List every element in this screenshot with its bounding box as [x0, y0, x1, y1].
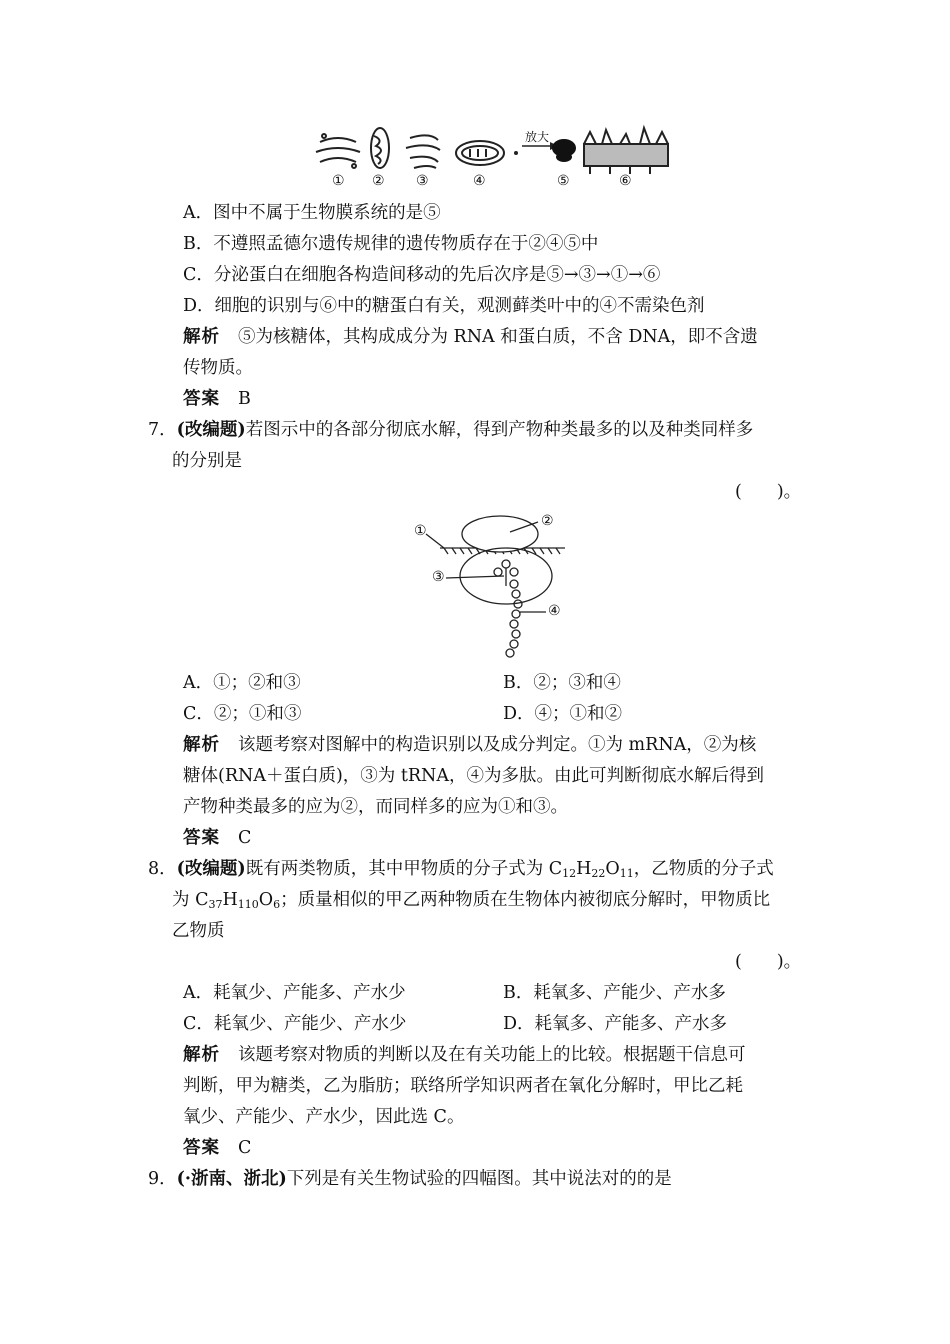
q8-option-c: C．耗氧少、产能少、产水少: [183, 1014, 407, 1034]
membrane-drawing: [584, 128, 668, 174]
figure-label-2: ②: [372, 173, 385, 189]
q8-option-b: B．耗氧多、产能少、产水多: [503, 983, 726, 1003]
q7-analysis-label: 解析: [183, 735, 220, 755]
q6-answer-label: 答案: [183, 389, 220, 409]
q7-stem-line-2: 的分别是: [172, 451, 242, 471]
q6-analysis-line-1: [183, 325, 758, 349]
q7-answer-blank: ( )。: [735, 482, 802, 502]
q7-number: 7．: [148, 420, 177, 440]
q8-formula1-o: O: [605, 859, 620, 879]
q7-option-a: A．①；②和③: [183, 673, 301, 693]
figure-label-6: ⑥: [619, 173, 632, 189]
q8-answer-label: 答案: [183, 1138, 220, 1158]
q8-formula1-h-sub: 22: [591, 867, 606, 880]
q7-option-d: D．④；①和②: [503, 704, 623, 724]
q6-option-d: D．细胞的识别与⑥中的糖蛋白有关，观测藓类叶中的④不需染色剂: [183, 296, 705, 316]
q8-stem-line-1: [148, 857, 774, 881]
ribosome-drawing: [552, 139, 576, 162]
q7-analysis-text-1: 该题考察对图解中的构造识别以及成分判定。①为 mRNA，②为核: [238, 735, 757, 755]
q8-answer: [183, 1136, 251, 1160]
er-drawing: [406, 135, 440, 168]
q7-answer-value: C: [238, 828, 252, 848]
q8-stem-text-2a: 为 C: [172, 890, 209, 910]
q8-stem-text-1a: 既有两类物质，其中甲物质的分子式为 C: [245, 859, 563, 879]
golgi-drawing: [316, 134, 360, 168]
q8-formula2-h: H: [222, 890, 238, 910]
figure-label-5: ⑤: [557, 173, 570, 189]
q8-formula2-o-sub: 6: [273, 898, 281, 911]
q8-stem-line-2: [172, 888, 770, 912]
q8-tag: (改编题): [176, 859, 246, 879]
q8-formula1-c-sub: 12: [562, 867, 577, 880]
q9-tag: (·浙南、浙北): [176, 1169, 287, 1189]
q6-option-b: B．不遵照孟德尔遗传规律的遗传物质存在于②④⑤中: [183, 234, 599, 254]
q7-analysis-line-3: 产物种类最多的应为②，而同样多的应为①和③。: [183, 797, 568, 817]
q6-answer: [183, 387, 251, 411]
q6-analysis-line-2: 传物质。: [183, 358, 253, 378]
q6-option-a: A．图中不属于生物膜系统的是⑤: [183, 203, 441, 223]
q7-option-c: C．②；①和③: [183, 704, 302, 724]
mitochondrion-drawing: [371, 128, 389, 168]
q8-analysis-line-2: 判断，甲为糖类，乙为脂肪；联络所学知识两者在氧化分解时，甲比乙耗: [183, 1076, 743, 1096]
q8-formula2-o: O: [258, 890, 274, 910]
q7-option-b: B．②；③和④: [503, 673, 621, 693]
q7-figure-label-2: ②: [541, 513, 554, 529]
figure-label-3: ③: [416, 173, 429, 189]
q8-analysis-line-3: 氧少、产能少、产水少，因此选 C。: [183, 1107, 465, 1127]
q8-formula2-c-sub: 37: [208, 898, 223, 911]
q9-stem-line-1: [148, 1167, 672, 1191]
q8-stem-text-2b: ；质量相似的甲乙两种物质在生物体内被彻底分解时，甲物质比: [280, 890, 771, 910]
organelle-figure: [310, 124, 680, 190]
q8-formula1-h: H: [576, 859, 592, 879]
q9-number: 9．: [148, 1169, 177, 1189]
q6-answer-value: B: [238, 389, 251, 409]
q6-option-c: C．分泌蛋白在细胞各构造间移动的先后次序是⑤→③→①→⑥: [183, 265, 661, 285]
q8-formula1-o-sub: 11: [619, 867, 634, 880]
q8-option-a: A．耗氧少、产能多、产水少: [183, 983, 406, 1003]
q7-analysis-line-2: 糖体(RNA＋蛋白质)，③为 tRNA，④为多肽。由此可判断彻底水解后得到: [183, 766, 765, 786]
q7-figure-label-3: ③: [432, 569, 445, 585]
q8-analysis-text-1: 该题考察对物质的判断以及在有关功能上的比较。根据题干信息可: [238, 1045, 746, 1065]
q7-analysis-line-1: [183, 733, 756, 757]
chloroplast-drawing: [456, 141, 504, 165]
q8-formula2-h-sub: 110: [237, 898, 259, 911]
translation-figure: [410, 512, 570, 660]
q7-stem-line-1: [148, 418, 753, 442]
q7-answer-label: 答案: [183, 828, 220, 848]
q7-figure-label-1: ①: [414, 523, 427, 539]
q7-answer: [183, 826, 251, 850]
q8-number: 8．: [148, 859, 177, 879]
q9-stem-text: 下列是有关生物试验的四幅图。其中说法对的的是: [286, 1169, 672, 1189]
q6-analysis-label: 解析: [183, 327, 220, 347]
q8-stem-text-1b: ，乙物质的分子式: [633, 859, 774, 879]
q7-tag: (改编题): [176, 420, 246, 440]
q7-figure-label-4: ④: [548, 603, 561, 619]
q6-analysis-text-1: ⑤为核糖体，其构成成分为 RNA 和蛋白质，不含 DNA，即不含遗: [238, 327, 758, 347]
q8-analysis-line-1: [183, 1043, 746, 1067]
q8-answer-blank: ( )。: [735, 952, 802, 972]
q7-stem-text-1: 若图示中的各部分彻底水解，得到产物种类最多的以及种类同样多: [245, 420, 754, 440]
q8-answer-value: C: [238, 1138, 252, 1158]
q8-stem-line-3: 乙物质: [172, 921, 225, 941]
figure-label-4: ④: [473, 173, 486, 189]
q8-option-d: D．耗氧多、产能多、产水多: [503, 1014, 728, 1034]
translation-drawing: [410, 512, 570, 660]
figure-label-1: ①: [332, 173, 345, 189]
arrow-label: 放大: [525, 130, 550, 144]
q8-analysis-label: 解析: [183, 1045, 220, 1065]
